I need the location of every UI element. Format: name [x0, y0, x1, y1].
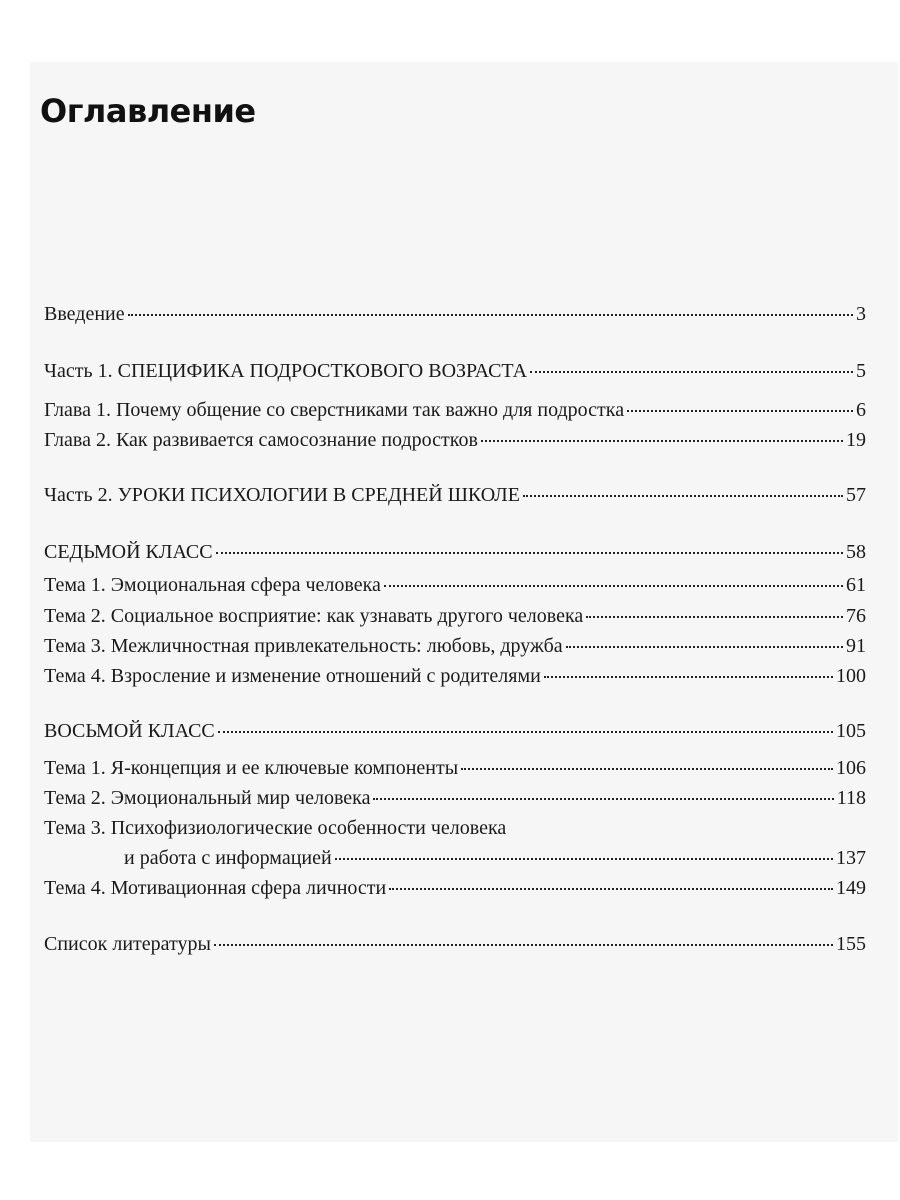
dot-leader	[566, 646, 843, 648]
dot-leader	[216, 552, 843, 554]
toc-entry-text: Список литературы	[44, 933, 211, 955]
toc-entry-text: Тема 2. Эмоциональный мир человека	[44, 787, 371, 809]
toc-entry-text: Часть 1. СПЕЦИФИКА ПОДРОСТКОВОГО ВОЗРАСТА	[44, 360, 528, 382]
toc-entry-text: Тема 2. Социальное восприятие: как узнавать другого человека	[44, 605, 584, 627]
toc-entry-text: Часть 2. УРОКИ ПСИХОЛОГИИ В СРЕДНЕЙ ШКОЛЕ	[44, 484, 520, 506]
dot-leader	[544, 676, 833, 678]
toc-entry-grade-8-topic-3-line-1: Тема 3. Психофизиологические особенности человека	[44, 817, 507, 839]
toc-entry-chapter-2	[44, 428, 866, 452]
toc-entry-text: Введение	[44, 303, 125, 325]
dot-leader	[523, 495, 843, 497]
toc-entry-text: Тема 4. Взросление и изменение отношений с родителями	[44, 665, 541, 687]
toc-page-number: 6	[856, 399, 866, 421]
toc-entry-text: Тема 1. Я-концепция и ее ключевые компоненты	[44, 757, 459, 779]
dot-leader	[389, 888, 833, 890]
page-title: Оглавление	[40, 92, 256, 130]
book-page	[30, 62, 898, 1142]
dot-leader	[530, 371, 853, 373]
dot-leader	[218, 731, 833, 733]
dot-leader	[214, 944, 833, 946]
dot-leader	[627, 410, 853, 412]
toc-entry-text: Тема 4. Мотивационная сфера личности	[44, 877, 387, 899]
toc-entry-text: и работа с информацией	[124, 847, 332, 869]
toc-page-number: 5	[856, 360, 866, 382]
toc-entry-grade-7-topic-2	[44, 604, 866, 628]
dot-leader	[128, 314, 853, 316]
toc-page-number: 19	[846, 429, 866, 451]
dot-leader	[373, 798, 833, 800]
toc-entry-grade-7-topic-4	[44, 664, 866, 688]
toc-page-number: 61	[846, 574, 866, 596]
toc-entry-bibliography	[44, 932, 866, 956]
toc-page-number: 105	[836, 720, 866, 742]
dot-leader	[461, 768, 833, 770]
toc-entry-text: Тема 3. Межличностная привлекательность: любовь, дружба	[44, 635, 563, 657]
toc-page-number: 118	[836, 787, 866, 809]
toc-page-number: 76	[846, 605, 866, 627]
toc-page-number: 58	[846, 541, 866, 563]
toc-page-number: 91	[846, 635, 866, 657]
toc-page-number: 3	[856, 303, 866, 325]
toc-entry-grade-8-topic-4	[44, 876, 866, 900]
toc-page-number: 57	[846, 484, 866, 506]
toc-page-number: 155	[836, 933, 866, 955]
toc-entry-grade-7-topic-3	[44, 634, 866, 658]
toc-entry-grade-7-topic-1	[44, 573, 866, 597]
toc-entry-text: Тема 1. Эмоциональная сфера человека	[44, 574, 381, 596]
dot-leader	[335, 858, 833, 860]
toc-page-number: 106	[836, 757, 866, 779]
toc-entry-text: Глава 1. Почему общение со сверстниками так важно для подростка	[44, 399, 625, 421]
toc-entry-grade-8-topic-1	[44, 756, 866, 780]
toc-entry-grade-7	[44, 540, 866, 564]
toc-entry-introduction	[44, 302, 866, 326]
toc-page-number: 149	[836, 877, 866, 899]
toc-entry-grade-8-topic-2	[44, 786, 866, 810]
toc-entry-part-2	[44, 483, 866, 507]
toc-entry-chapter-1	[44, 398, 866, 422]
toc-entry-part-1	[44, 359, 866, 383]
toc-page-number: 100	[836, 665, 866, 687]
toc-entry-grade-8-topic-3	[124, 846, 866, 870]
dot-leader	[586, 616, 843, 618]
toc-entry-text: ВОСЬМОЙ КЛАСС	[44, 720, 215, 742]
dot-leader	[481, 440, 843, 442]
toc-page-number: 137	[836, 847, 866, 869]
toc-entry-text: СЕДЬМОЙ КЛАСС	[44, 541, 213, 563]
toc-entry-text: Глава 2. Как развивается самосознание подростков	[44, 429, 478, 451]
toc-entry-grade-8	[44, 719, 866, 743]
dot-leader	[384, 585, 843, 587]
